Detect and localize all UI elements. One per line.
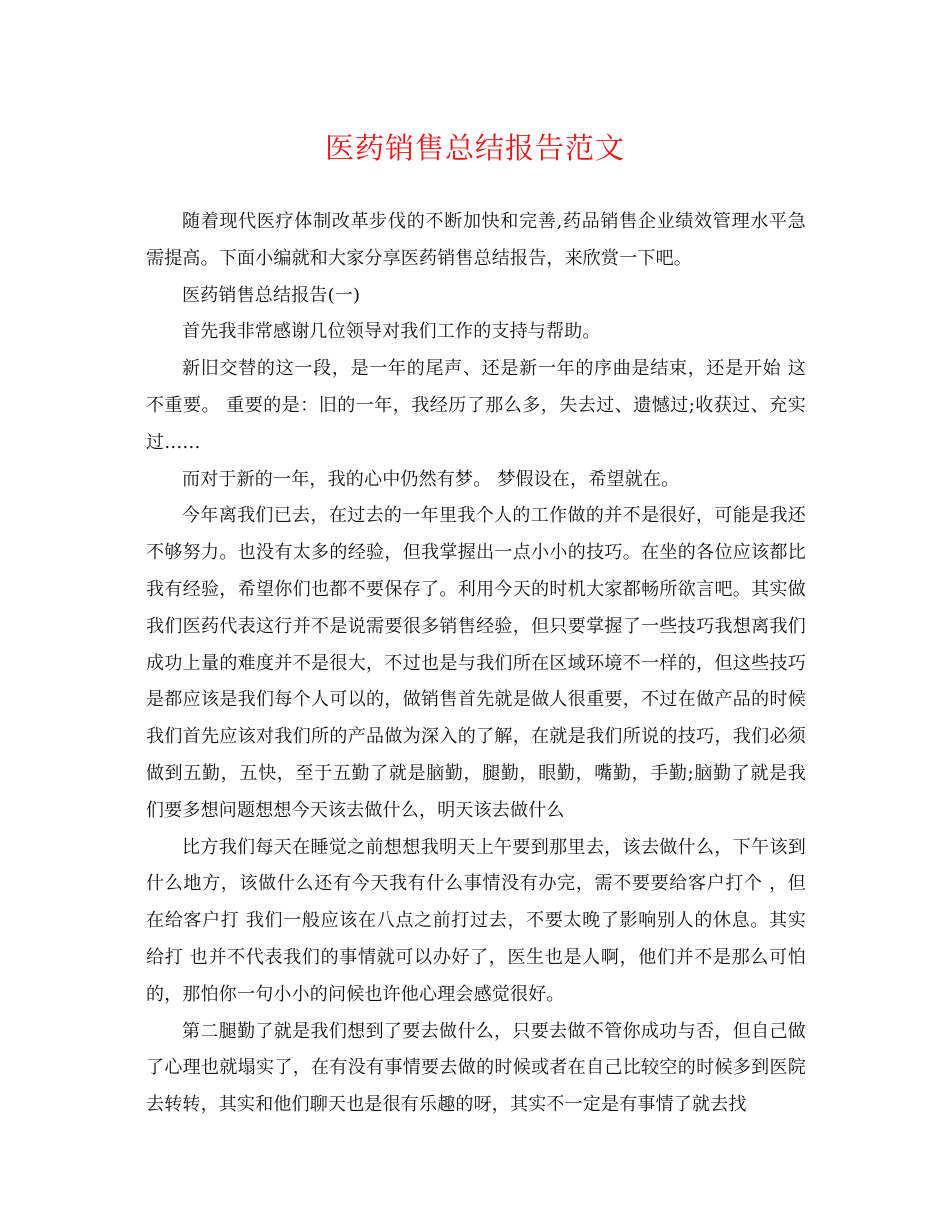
paragraph-planning: 比方我们每天在睡觉之前想想我明天上午要到那里去，该去做什么，下午该到什么地方，该做什么还有今天我有什么事情没有办完，需不要要给客户打个 ，但在给客户打 我们一般应该在八点之前打过去，不要太晚了影响别人的休息。其实给打 也并不代表我们的事情就可以办好了，医生也是人啊，他们并不是那么可怕的，那怕你一句小小的问候也许他心理会感觉很好。 bbox=[146, 836, 806, 1005]
paragraph-transition: 新旧交替的这一段，是一年的尾声、还是新一年的序曲是结束，还是开始 这不重要。 重要的是：旧的一年，我经历了那么多，失去过、遗憾过;收获过、充实过…… bbox=[146, 358, 806, 453]
paragraph-legwork: 第二腿勤了就是我们想到了要去做什么，只要去做不管你成功与否，但自己做了心理也就塌实了，在有没有事情要去做的时候或者在自己比较空的时候多到医院去转转，其实和他们聊天也是很有乐趣的呀，其实不一定是有事情了就去找 bbox=[146, 1020, 806, 1116]
document-title: 医药销售总结报告范文 bbox=[324, 131, 625, 165]
paragraph-thanks: 首先我非常感谢几位领导对我们工作的支持与帮助。 bbox=[182, 321, 601, 343]
paragraph-intro: 随着现代医疗体制改革步伐的不断加快和完善,药品销售企业绩效管理水平急需提高。下面小编就和大家分享医药销售总结报告，来欣赏一下吧。 bbox=[146, 211, 806, 269]
paragraph-report-heading: 医药销售总结报告(一) bbox=[182, 284, 361, 306]
paragraph-dream: 而对于新的一年，我的心中仍然有梦。 梦假设在，希望就在。 bbox=[182, 468, 680, 490]
paragraph-experience: 今年离我们已去，在过去的一年里我个人的工作做的并不是很好，可能是我还不够努力。也没有太多的经验，但我掌握出一点小小的技巧。在坐的各位应该都比我有经验，希望你们也都不要保存了。利用今天的时机大家都畅所欲言吧。其实做我们医药代表这行并不是说需要很多销售经验，但只要掌握了一些技巧我想离我们成功上量的难度并不是很大，不过也是与我们所在区域环境不一样的，但这些技巧是都应该是我们每个人可以的，做销售首先就是做人很重要，不过在做产品的时候我们首先应该对我们所的产品做为深入的了解，在就是我们所说的技巧，我们必须做到五勤，五快，至于五勤了就是脑勤，腿勤，眼勤，嘴勤，手勤;脑勤了就是我们要多想问题想想今天该去做什么，明天该去做什么 bbox=[146, 505, 806, 821]
document-body bbox=[146, 204, 806, 1124]
